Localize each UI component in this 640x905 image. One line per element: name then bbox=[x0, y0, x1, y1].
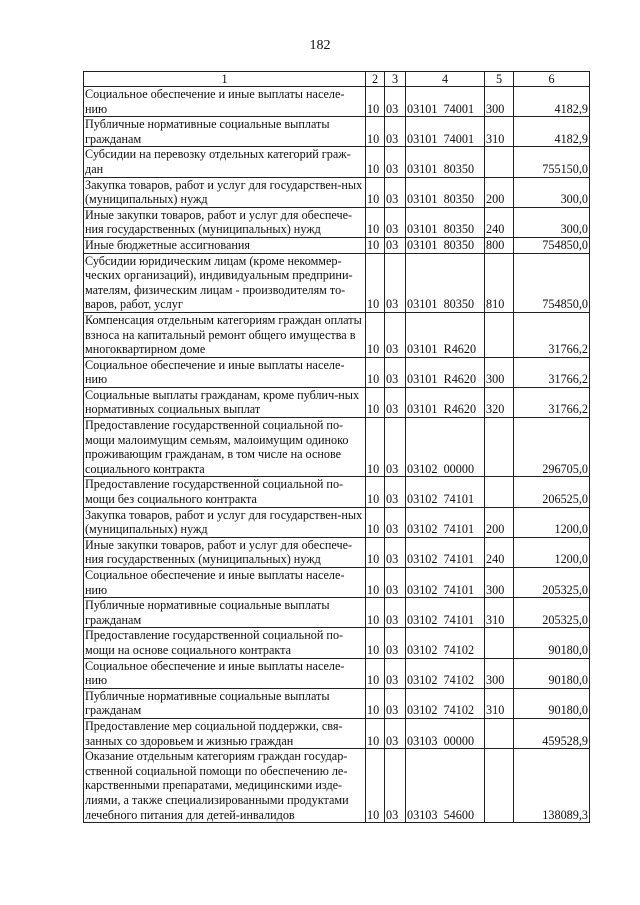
section-cell: 10 bbox=[366, 477, 385, 507]
section-cell: 10 bbox=[366, 507, 385, 537]
subsection-cell: 03 bbox=[385, 207, 406, 237]
amount-cell: 754850,0 bbox=[514, 253, 590, 312]
amount-cell: 206525,0 bbox=[514, 477, 590, 507]
amount-cell: 31766,2 bbox=[514, 312, 590, 357]
amount-cell: 296705,0 bbox=[514, 418, 590, 477]
section-cell: 10 bbox=[366, 147, 385, 177]
row-name-cell: Социальные выплаты гражданам, кроме публич-ных нормативных социальных выплат bbox=[84, 387, 366, 417]
target-code-cell: 03101 R4620 bbox=[406, 357, 485, 387]
expense-type-cell bbox=[485, 628, 514, 658]
subsection-cell: 03 bbox=[385, 312, 406, 357]
expense-type-cell bbox=[485, 749, 514, 823]
expense-type-cell: 300 bbox=[485, 87, 514, 117]
amount-cell: 300,0 bbox=[514, 177, 590, 207]
header-row bbox=[84, 72, 590, 87]
column-header: 4 bbox=[406, 72, 485, 87]
subsection-cell: 03 bbox=[385, 418, 406, 477]
amount-cell: 755150,0 bbox=[514, 147, 590, 177]
amount-cell: 300,0 bbox=[514, 207, 590, 237]
table-row bbox=[84, 749, 590, 823]
subsection-cell: 03 bbox=[385, 87, 406, 117]
row-name-cell: Субсидии на перевозку отдельных категорий граж-дан bbox=[84, 147, 366, 177]
subsection-cell: 03 bbox=[385, 237, 406, 253]
expense-type-cell: 320 bbox=[485, 387, 514, 417]
amount-cell: 4182,9 bbox=[514, 87, 590, 117]
table-row bbox=[84, 387, 590, 417]
expense-type-cell: 310 bbox=[485, 688, 514, 718]
target-code-cell: 03102 74102 bbox=[406, 688, 485, 718]
target-code-cell: 03101 80350 bbox=[406, 237, 485, 253]
table-row bbox=[84, 147, 590, 177]
section-cell: 10 bbox=[366, 387, 385, 417]
target-code-cell: 03101 80350 bbox=[406, 177, 485, 207]
table-row bbox=[84, 718, 590, 748]
subsection-cell: 03 bbox=[385, 387, 406, 417]
table-row bbox=[84, 658, 590, 688]
table-row bbox=[84, 477, 590, 507]
row-name-cell: Иные закупки товаров, работ и услуг для обеспече-ния государственных (муниципальных) нужд bbox=[84, 537, 366, 567]
section-cell: 10 bbox=[366, 357, 385, 387]
column-header: 3 bbox=[385, 72, 406, 87]
column-header: 2 bbox=[366, 72, 385, 87]
target-code-cell: 03102 00000 bbox=[406, 418, 485, 477]
section-cell: 10 bbox=[366, 237, 385, 253]
subsection-cell: 03 bbox=[385, 658, 406, 688]
row-name-cell: Социальное обеспечение и иные выплаты населе-нию bbox=[84, 568, 366, 598]
target-code-cell: 03102 74101 bbox=[406, 537, 485, 567]
row-name-cell: Компенсация отдельным категориям граждан оплаты взноса на капитальный ремонт общего имущества в многоквартирном доме bbox=[84, 312, 366, 357]
target-code-cell: 03101 R4620 bbox=[406, 387, 485, 417]
row-name-cell: Иные бюджетные ассигнования bbox=[84, 237, 366, 253]
section-cell: 10 bbox=[366, 312, 385, 357]
row-name-cell: Иные закупки товаров, работ и услуг для обеспече-ния государственных (муниципальных) нужд bbox=[84, 207, 366, 237]
section-cell: 10 bbox=[366, 207, 385, 237]
section-cell: 10 bbox=[366, 658, 385, 688]
subsection-cell: 03 bbox=[385, 598, 406, 628]
section-cell: 10 bbox=[366, 718, 385, 748]
amount-cell: 90180,0 bbox=[514, 658, 590, 688]
row-name-cell: Публичные нормативные социальные выплаты гражданам bbox=[84, 598, 366, 628]
table-row bbox=[84, 628, 590, 658]
target-code-cell: 03101 74001 bbox=[406, 87, 485, 117]
section-cell: 10 bbox=[366, 418, 385, 477]
amount-cell: 31766,2 bbox=[514, 387, 590, 417]
target-code-cell: 03102 74101 bbox=[406, 568, 485, 598]
section-cell: 10 bbox=[366, 749, 385, 823]
row-name-cell: Социальное обеспечение и иные выплаты населе-нию bbox=[84, 87, 366, 117]
amount-cell: 90180,0 bbox=[514, 628, 590, 658]
expense-type-cell: 810 bbox=[485, 253, 514, 312]
subsection-cell: 03 bbox=[385, 147, 406, 177]
target-code-cell: 03103 00000 bbox=[406, 718, 485, 748]
subsection-cell: 03 bbox=[385, 718, 406, 748]
amount-cell: 1200,0 bbox=[514, 507, 590, 537]
row-name-cell: Закупка товаров, работ и услуг для государствен-ных (муниципальных) нужд bbox=[84, 507, 366, 537]
table-row bbox=[84, 253, 590, 312]
table-row bbox=[84, 357, 590, 387]
expense-type-cell bbox=[485, 718, 514, 748]
subsection-cell: 03 bbox=[385, 749, 406, 823]
row-name-cell: Закупка товаров, работ и услуг для государствен-ных (муниципальных) нужд bbox=[84, 177, 366, 207]
amount-cell: 205325,0 bbox=[514, 568, 590, 598]
row-name-cell: Предоставление государственной социальной по-мощи без социального контракта bbox=[84, 477, 366, 507]
table-row bbox=[84, 312, 590, 357]
expense-type-cell: 240 bbox=[485, 537, 514, 567]
expense-type-cell bbox=[485, 477, 514, 507]
section-cell: 10 bbox=[366, 117, 385, 147]
table-row bbox=[84, 537, 590, 567]
row-name-cell: Оказание отдельным категориям граждан государ-ственной социальной помощи по обеспечению ле-карственными препаратами, медицинскими изде-лиями, а также специализированными продуктами лечебного питания для детей-инвалидов bbox=[84, 749, 366, 823]
subsection-cell: 03 bbox=[385, 688, 406, 718]
expense-type-cell: 310 bbox=[485, 117, 514, 147]
target-code-cell: 03101 74001 bbox=[406, 117, 485, 147]
section-cell: 10 bbox=[366, 568, 385, 598]
budget-table bbox=[83, 71, 590, 823]
row-name-cell: Публичные нормативные социальные выплаты гражданам bbox=[84, 117, 366, 147]
target-code-cell: 03102 74101 bbox=[406, 507, 485, 537]
expense-type-cell: 300 bbox=[485, 658, 514, 688]
table-row bbox=[84, 418, 590, 477]
expense-type-cell: 240 bbox=[485, 207, 514, 237]
table-row bbox=[84, 177, 590, 207]
target-code-cell: 03102 74102 bbox=[406, 658, 485, 688]
target-code-cell: 03101 80350 bbox=[406, 147, 485, 177]
column-header: 1 bbox=[84, 72, 366, 87]
subsection-cell: 03 bbox=[385, 357, 406, 387]
expense-type-cell: 200 bbox=[485, 177, 514, 207]
subsection-cell: 03 bbox=[385, 537, 406, 567]
expense-type-cell: 200 bbox=[485, 507, 514, 537]
target-code-cell: 03102 74102 bbox=[406, 628, 485, 658]
expense-type-cell: 300 bbox=[485, 357, 514, 387]
section-cell: 10 bbox=[366, 177, 385, 207]
target-code-cell: 03103 54600 bbox=[406, 749, 485, 823]
row-name-cell: Субсидии юридическим лицам (кроме некоммер-ческих организаций), индивидуальным предприни-мателям, физическим лицам - производителям то-варов, работ, услуг bbox=[84, 253, 366, 312]
amount-cell: 90180,0 bbox=[514, 688, 590, 718]
row-name-cell: Предоставление государственной социальной по-мощи на основе социального контракта bbox=[84, 628, 366, 658]
table-row bbox=[84, 117, 590, 147]
section-cell: 10 bbox=[366, 688, 385, 718]
row-name-cell: Предоставление мер социальной поддержки, свя-занных со здоровьем и жизнью граждан bbox=[84, 718, 366, 748]
amount-cell: 205325,0 bbox=[514, 598, 590, 628]
target-code-cell: 03102 74101 bbox=[406, 598, 485, 628]
table-row bbox=[84, 568, 590, 598]
section-cell: 10 bbox=[366, 253, 385, 312]
expense-type-cell bbox=[485, 312, 514, 357]
amount-cell: 459528,9 bbox=[514, 718, 590, 748]
row-name-cell: Социальное обеспечение и иные выплаты населе-нию bbox=[84, 658, 366, 688]
subsection-cell: 03 bbox=[385, 507, 406, 537]
expense-type-cell: 800 bbox=[485, 237, 514, 253]
expense-type-cell bbox=[485, 418, 514, 477]
row-name-cell: Социальное обеспечение и иные выплаты населе-нию bbox=[84, 357, 366, 387]
section-cell: 10 bbox=[366, 598, 385, 628]
table-row bbox=[84, 237, 590, 253]
amount-cell: 1200,0 bbox=[514, 537, 590, 567]
column-header: 6 bbox=[514, 72, 590, 87]
subsection-cell: 03 bbox=[385, 117, 406, 147]
amount-cell: 31766,2 bbox=[514, 357, 590, 387]
row-name-cell: Предоставление государственной социальной по-мощи малоимущим семьям, малоимущим одиноко проживающим гражданам, в том числе на основе социального контракта bbox=[84, 418, 366, 477]
amount-cell: 754850,0 bbox=[514, 237, 590, 253]
expense-type-cell: 310 bbox=[485, 598, 514, 628]
table-row bbox=[84, 207, 590, 237]
page-number: 182 bbox=[309, 38, 331, 53]
section-cell: 10 bbox=[366, 537, 385, 567]
expense-type-cell: 300 bbox=[485, 568, 514, 598]
row-name-cell: Публичные нормативные социальные выплаты гражданам bbox=[84, 688, 366, 718]
expense-type-cell bbox=[485, 147, 514, 177]
column-header: 5 bbox=[485, 72, 514, 87]
target-code-cell: 03101 80350 bbox=[406, 207, 485, 237]
target-code-cell: 03102 74101 bbox=[406, 477, 485, 507]
table-row bbox=[84, 87, 590, 117]
section-cell: 10 bbox=[366, 628, 385, 658]
amount-cell: 138089,3 bbox=[514, 749, 590, 823]
subsection-cell: 03 bbox=[385, 568, 406, 598]
table-row bbox=[84, 507, 590, 537]
table-row bbox=[84, 598, 590, 628]
section-cell: 10 bbox=[366, 87, 385, 117]
subsection-cell: 03 bbox=[385, 177, 406, 207]
target-code-cell: 03101 80350 bbox=[406, 253, 485, 312]
target-code-cell: 03101 R4620 bbox=[406, 312, 485, 357]
subsection-cell: 03 bbox=[385, 628, 406, 658]
subsection-cell: 03 bbox=[385, 253, 406, 312]
table-row bbox=[84, 688, 590, 718]
subsection-cell: 03 bbox=[385, 477, 406, 507]
amount-cell: 4182,9 bbox=[514, 117, 590, 147]
